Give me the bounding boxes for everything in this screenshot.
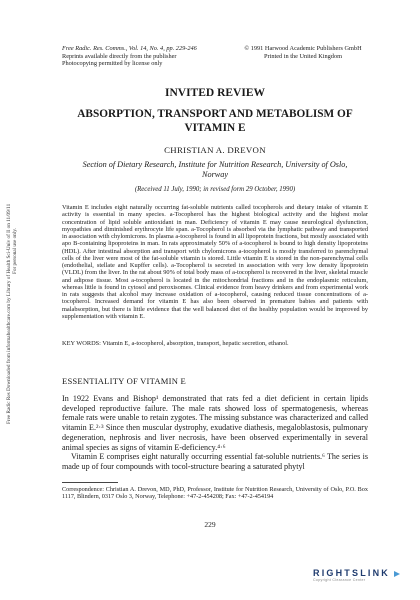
author-affiliation <box>40 160 390 180</box>
correspondence-footnote: Correspondence: Christian A. Drevon, MD, PhD, Professor, Institute for Nutrition Research, University of Oslo, P.O. Box 1117, Blindern, 0317 Oslo 3, Norway, Telephone: +47-2-454208; Fax: +47-2-454194 <box>62 486 368 501</box>
photocopy-line: Photocopying permitted by license only <box>62 60 163 68</box>
rightslink-tagline: Copyright Clearance Center <box>313 578 366 582</box>
affiliation-line-1: Section of Dietary Research, Institute for Nutrition Research, University of Oslo, <box>82 160 348 169</box>
section-heading: ESSENTIALITY OF VITAMIN E <box>62 376 186 386</box>
arrow-logo-icon <box>393 569 403 579</box>
section-label: INVITED REVIEW <box>164 87 265 99</box>
watermark-line-1: Free Radic Res Downloaded from informahealthcare.com by Library of Health Sci-Univ of Il on 11/09/11 <box>6 203 12 424</box>
rightslink-wordmark: RIGHTSLINK <box>313 568 390 578</box>
page-number: 229 <box>204 520 216 529</box>
author-name: CHRISTIAN A. DREVON <box>164 145 266 155</box>
watermark-line-2: For personal use only. <box>12 228 19 274</box>
abstract: Vitamin E includes eight naturally occurring fat-soluble nutrients called tocopherols and dietary intake of vitamin E activity is essential in many species. a-Tocopherol has the highest biological activity and the highest molar concentration of lipid soluble antioxidant in man. Deficiency of vitamin E may cause neurological dysfunction, myopathies and diminished erythrocyte life span. a-Tocopherol is absorbed via the lymphatic pathway and transported in association with chylomicrons. In plasma a-tocopherol is found in all lipoprotein fractions, but mostly associated with apo B-containing lipoproteins in man. In rats approximately 50% of a-tocopherol is bound to high density lipoproteins (HDL). After intestinal absorption and transport with chylomicrons a-tocopherol is mostly transferred to parenchymal cells of the liver were most of the fat-soluble vitamin is stored. Little vitamin E is stored in the non-parenchymal cells (endothelial, stellate and Kupffer cells). a-Tocopherol is secreted in association with very low density lipoprotein (VLDL) from the liver. In the rat about 90% of total body mass of a-tocopherol is recovered in the liver, skeletal muscle and adipose tissue. Most a-tocopherol is located in the mitochondrial fractions and in the endoplasmic reticulum, whereas little is found in cytosol and peroxisomes. Clinical evidence from heavy drinkers and from experimental work in rats suggests that alcohol may increase oxidation of a-tocopherol, causing reduced tissue concentrations of a-tocopherol. Increased demand for vitamin E has also been observed in premature babies and patients with malabsorption, but there is little evidence that the well balanced diet of the healthy population would be improved by supplementation with vitamin E. <box>62 204 368 320</box>
copyright-line: © 1991 Harwood Academic Publishers GmbH <box>244 45 362 52</box>
rightslink-logo <box>313 568 408 582</box>
body-paragraph-2: Vitamin E comprises eight naturally occurring essential fat-soluble nutrients.⁶ The series is made up of four compounds with tocol-structure bearing a saturated phytyl <box>62 452 368 471</box>
article-title <box>40 108 390 135</box>
footnote-rule <box>62 482 118 483</box>
keywords: KEY WORDS: Vitamin E, a-tocopherol, absorption, transport, hepatic secretion, ethanol. <box>62 340 289 347</box>
citation-line: Free Radic. Res. Comms., Vol. 14, No. 4, pp. 229-246 <box>62 45 197 52</box>
body-paragraph-1: In 1922 Evans and Bishop¹ demonstrated that rats fed a diet deficient in certain lipids developed reproductive failure. The male rats showed loss of spermatogenesis, whereas female rats were unable to retain zygotes. The missing substance was characterized and called vitamin E.²·³ Since then muscular dystrophy, exudative diathesis, megaloblastosis, pulmonary degeneration, nephrosis and liver necrosis, have been observed experimentally in several animal species as signs of vitamin E-deficiency.⁴·⁶ <box>62 394 368 452</box>
affiliation-line-2: Norway <box>202 170 228 179</box>
download-watermark <box>6 24 18 424</box>
title-line-2: VITAMIN E <box>184 121 246 134</box>
journal-citation <box>62 45 242 68</box>
title-line-1: ABSORPTION, TRANSPORT AND METABOLISM OF <box>77 108 353 120</box>
publisher-notice <box>228 45 378 60</box>
received-dates: (Received 11 July, 1990; in revised form 29 October, 1990) <box>134 186 296 193</box>
printed-line: Printed in the United Kingdom <box>263 52 342 60</box>
reprint-line: Reprints available directly from the publisher <box>62 52 177 60</box>
